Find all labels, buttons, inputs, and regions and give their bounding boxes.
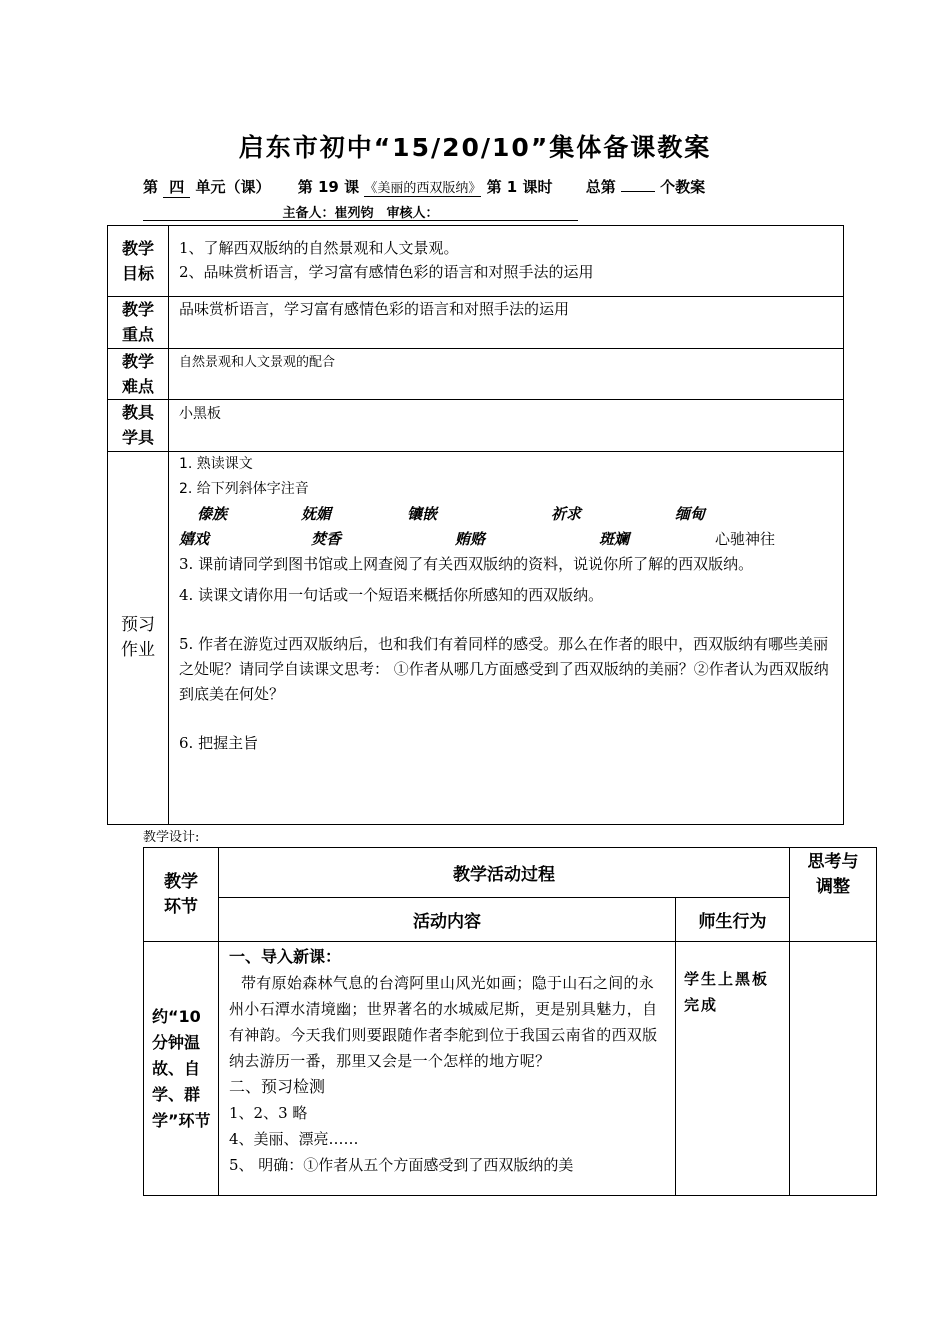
word: 傣族 [197, 505, 228, 523]
homework-item-1: 1. 熟读课文 [179, 456, 253, 472]
design-subheader-row [144, 898, 877, 942]
tools-text: 小黑板 [169, 400, 844, 452]
reflect-cell [790, 942, 877, 1196]
focus-label: 教学 重点 [108, 297, 169, 349]
lesson-number: 第 19 课 [297, 178, 360, 196]
homework-item-6: 6. 把握主旨 [179, 734, 259, 752]
pinyin-words-row-1 [179, 502, 837, 527]
unit-suffix: 单元（课） [195, 178, 271, 196]
word: 祈求 [551, 505, 582, 523]
content-line-1: 1、2、3 略 [229, 1104, 308, 1122]
goals-row [108, 226, 844, 297]
teaching-design-table [143, 847, 877, 1196]
lesson-plan-table [107, 225, 844, 825]
total-blank [621, 176, 655, 192]
focus-text: 品味赏析语言，学习富有感情色彩的语言和对照手法的运用 [169, 297, 844, 349]
word: 嬉戏 [179, 530, 210, 548]
goal-item: 2、品味赏析语言，学习富有感情色彩的语言和对照手法的运用 [179, 263, 594, 281]
col-process-header: 教学活动过程 [219, 848, 790, 898]
difficulty-label: 教学 难点 [108, 349, 169, 400]
goals-label: 教学 目标 [108, 226, 169, 297]
word: 镶嵌 [407, 505, 438, 523]
homework-item-3: 3. 课前请同学到图书馆或上网查阅了有关西双版纳的资料，说说你所了解的西双版纳。 [179, 555, 754, 573]
total-prefix: 总第 [585, 178, 616, 196]
focus-row [108, 297, 844, 349]
homework-item-5: 5. 作者在游览过西双版纳后，也和我们有着同样的感受。那么在作者的眼中，西双版纳有哪些美丽之处呢？请同学自读课文思考： ①作者从哪几方面感受到了西双版纳的美丽？②作者认为西双版纳到底美在何处？ [179, 635, 829, 703]
word: 贿赂 [455, 530, 486, 548]
col-reflect-header: 思考与 调整 [790, 848, 877, 942]
design-body-row [144, 942, 877, 1196]
homework-label: 预习 作业 [108, 452, 169, 825]
difficulty-text: 自然景观和人文景观的配合 [169, 349, 844, 400]
word: 妩媚 [301, 505, 332, 523]
difficulty-row [108, 349, 844, 400]
design-label: 教学设计: [143, 830, 200, 845]
unit-value: 四 [163, 176, 190, 198]
homework-item-2: 2. 给下列斜体字注音 [179, 481, 309, 497]
col-behavior-header: 师生行为 [676, 898, 790, 942]
lesson-title: 《美丽的西双版纳》 [364, 177, 481, 197]
page-title: 启东市初中“15/20/10”集体备课教案 [238, 133, 712, 162]
word: 心驰神往 [715, 530, 776, 548]
pinyin-words-row-2 [179, 527, 837, 552]
content-heading-2: 二、预习检测 [229, 1077, 326, 1096]
activity-content-cell [219, 942, 676, 1196]
tools-row [108, 400, 844, 452]
word: 斑斓 [599, 530, 630, 548]
unit-prefix: 第 [143, 178, 159, 196]
col-stage-header: 教学 环节 [144, 848, 219, 942]
preparer-line: 主备人：崔列钧 审核人： [143, 202, 578, 221]
total-suffix: 个教案 [660, 178, 706, 196]
period: 第 1 课时 [486, 178, 553, 196]
homework-item-4: 4. 读课文请你用一句话或一个短语来概括你所感知的西双版纳。 [179, 586, 604, 604]
col-content-header: 活动内容 [219, 898, 676, 942]
homework-cell [169, 452, 844, 825]
lesson-meta [143, 176, 823, 198]
content-line-3: 5、 明确：①作者从五个方面感受到了西双版纳的美 [229, 1156, 574, 1174]
word: 焚香 [311, 530, 342, 548]
content-intro: 带有原始森林气息的台湾阿里山风光如画；隐于山石之间的永州小石潭水清境幽；世界著名的水城威尼斯，更是别具魅力，自有神韵。今天我们则要跟随作者李舵到位于我国云南省的西双版纳去游历一番，那里又会是一个怎样的地方呢？ [229, 974, 658, 1070]
design-header-row [144, 848, 877, 898]
homework-row [108, 452, 844, 825]
content-line-2: 4、美丽、漂亮…… [229, 1130, 359, 1148]
stage-cell: 约“10分钟温故、自学、群学”环节 [144, 942, 219, 1196]
content-heading-1: 一、导入新课： [229, 947, 342, 966]
word: 缅甸 [675, 505, 706, 523]
behavior-cell: 学生上黑板完成 [676, 942, 790, 1196]
goals-cell [169, 226, 844, 297]
goal-item: 1、了解西双版纳的自然景观和人文景观。 [179, 239, 459, 257]
tools-label: 教具 学具 [108, 400, 169, 452]
